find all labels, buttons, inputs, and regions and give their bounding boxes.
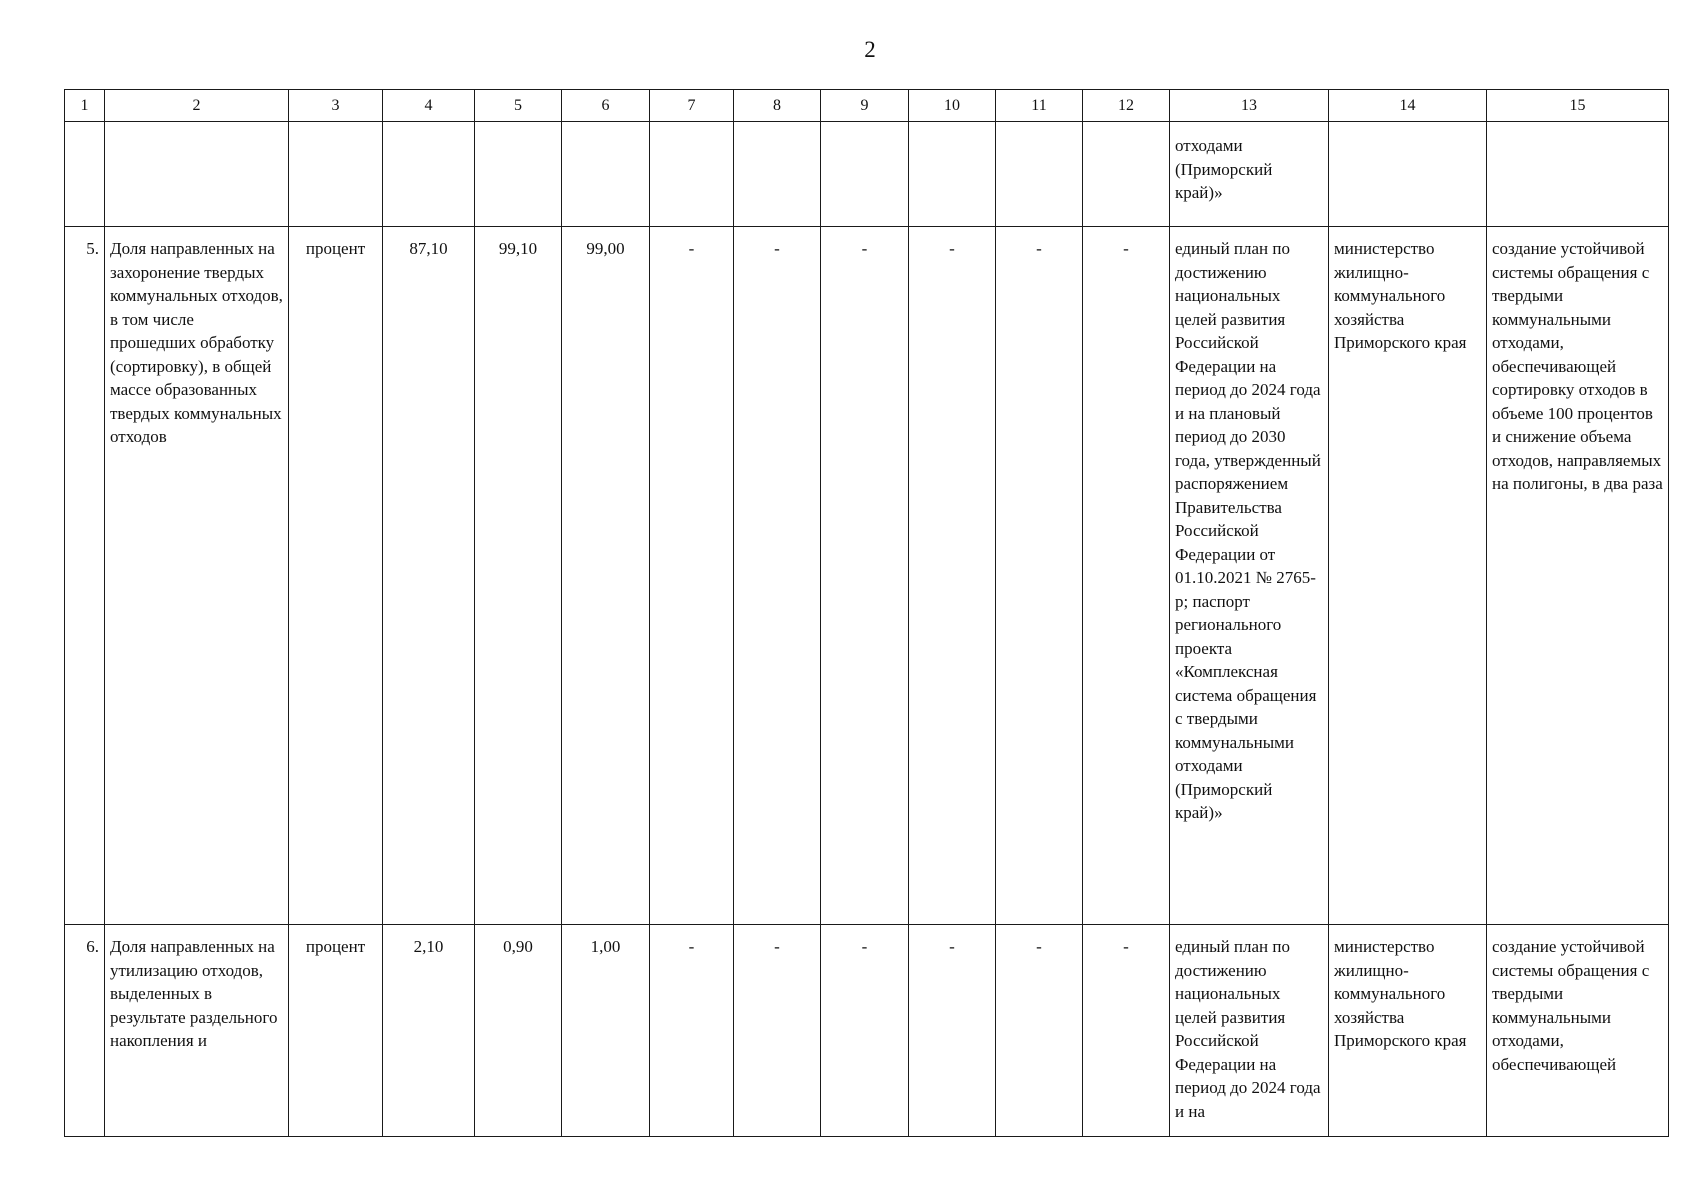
page-number: 2 bbox=[864, 37, 876, 62]
column-header: 11 bbox=[996, 90, 1083, 122]
row-number: 5. bbox=[65, 227, 105, 925]
value-cell: 87,10 bbox=[383, 227, 475, 925]
value-cell: - bbox=[821, 925, 909, 1137]
value-cell: - bbox=[821, 227, 909, 925]
value-cell: - bbox=[734, 227, 821, 925]
responsible-cell: министерство жилищно-коммунального хозяйства Приморского края bbox=[1329, 925, 1487, 1137]
column-header: 6 bbox=[562, 90, 650, 122]
value-cell: - bbox=[1083, 925, 1170, 1137]
value-cell: - bbox=[650, 925, 734, 1137]
result-cell: создание устойчивой системы обращения с твердыми коммунальными отходами, обеспечивающей сортировку отходов в объеме 100 процентов и снижение объема отходов, направляемых на полигоны, в два раза bbox=[1487, 227, 1669, 925]
value-cell: 1,00 bbox=[562, 925, 650, 1137]
column-header: 3 bbox=[289, 90, 383, 122]
value-cell: - bbox=[996, 925, 1083, 1137]
column-header: 12 bbox=[1083, 90, 1170, 122]
responsible-cell: министерство жилищно-коммунального хозяйства Приморского края bbox=[1329, 227, 1487, 925]
value-cell: 2,10 bbox=[383, 925, 475, 1137]
value-cell: - bbox=[996, 227, 1083, 925]
value-cell: - bbox=[909, 227, 996, 925]
result-cell: создание устойчивой системы обращения с твердыми коммунальными отходами, обеспечивающей bbox=[1487, 925, 1669, 1137]
column-header: 10 bbox=[909, 90, 996, 122]
table-row bbox=[65, 925, 1669, 1137]
value-cell: 99,10 bbox=[475, 227, 562, 925]
column-header: 13 bbox=[1170, 90, 1329, 122]
column-header: 5 bbox=[475, 90, 562, 122]
column-header: 4 bbox=[383, 90, 475, 122]
table-row-continuation bbox=[65, 122, 1669, 227]
indicator-name: Доля направленных на утилизацию отходов, выделенных в результате раздельного накопления и bbox=[105, 925, 289, 1137]
value-cell: 0,90 bbox=[475, 925, 562, 1137]
column-header: 15 bbox=[1487, 90, 1669, 122]
value-cell: - bbox=[650, 227, 734, 925]
basis-cell: единый план по достижению национальных целей развития Российской Федерации на период до 2024 года и на плановый период до 2030 года, утвержденный распоряжением Правительства Российской Федерации от 01.10.2021 № 2765-р; паспорт регионального проекта «Комплексная система обращения с твердыми коммунальными отходами (Приморский край)» bbox=[1170, 227, 1329, 925]
indicator-name: Доля направленных на захоронение твердых коммунальных отходов, в том числе прошедших обработку (сортировку), в общей массе образованных твердых коммунальных отходов bbox=[105, 227, 289, 925]
column-header: 2 bbox=[105, 90, 289, 122]
indicators-table bbox=[64, 89, 1669, 1137]
value-cell: - bbox=[1083, 227, 1170, 925]
unit-cell: процент bbox=[289, 227, 383, 925]
unit-cell: процент bbox=[289, 925, 383, 1137]
basis-cell: единый план по достижению национальных целей развития Российской Федерации на период до 2024 года и на bbox=[1170, 925, 1329, 1137]
column-header: 8 bbox=[734, 90, 821, 122]
column-header: 7 bbox=[650, 90, 734, 122]
column-header: 1 bbox=[65, 90, 105, 122]
value-cell: - bbox=[909, 925, 996, 1137]
row-number: 6. bbox=[65, 925, 105, 1137]
column-header: 14 bbox=[1329, 90, 1487, 122]
column-header: 9 bbox=[821, 90, 909, 122]
table-row bbox=[65, 227, 1669, 925]
value-cell: - bbox=[734, 925, 821, 1137]
basis-cell: отходами (Приморский край)» bbox=[1170, 122, 1329, 227]
value-cell: 99,00 bbox=[562, 227, 650, 925]
column-number-row bbox=[65, 90, 1669, 122]
